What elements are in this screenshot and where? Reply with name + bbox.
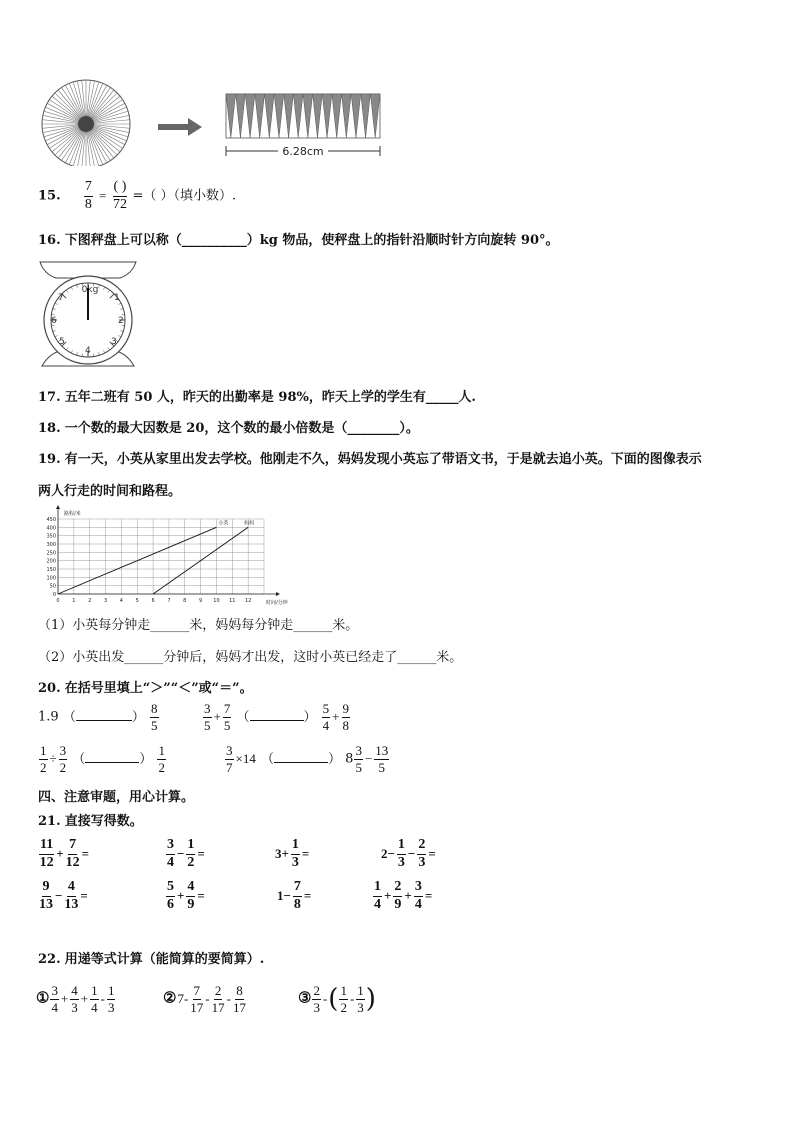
x-tick-label: 2: [88, 598, 92, 604]
sector-circle: [42, 80, 130, 166]
x-tick-label: 7: [167, 598, 171, 604]
equals-sign: =: [303, 887, 312, 903]
circled-number-1: ①: [36, 988, 50, 1007]
x-tick-label: 8: [183, 598, 187, 604]
numerator: 9: [342, 701, 349, 716]
denominator: 5: [355, 759, 362, 775]
equals-sign: =: [428, 845, 436, 861]
calc-22-1: [36, 984, 116, 1014]
question-number: 21.: [38, 814, 61, 829]
question-text: 一个数的最大因数是 20，这个数的最小倍数是（________）。: [64, 421, 419, 436]
denominator: 5: [223, 717, 231, 733]
question-22: [38, 948, 264, 967]
calc-1: [38, 838, 90, 870]
operator: +: [56, 845, 64, 861]
fraction: [393, 880, 402, 912]
equals-sign: =: [197, 845, 205, 861]
numerator: 7: [193, 983, 201, 998]
fraction: [212, 984, 225, 1014]
y-axis-arrow: [56, 505, 60, 509]
fraction: [59, 744, 68, 774]
fraction: [39, 880, 53, 912]
distance-time-chart: [36, 505, 306, 607]
denominator: 6: [167, 896, 174, 912]
y-tick-label: 300: [46, 542, 56, 548]
fraction-blank: [113, 180, 128, 212]
denominator: 8: [342, 717, 349, 733]
denominator: 9: [394, 896, 402, 912]
numerator: 7: [293, 880, 302, 897]
right-paren: ): [365, 984, 376, 1015]
numerator: 1: [158, 743, 165, 758]
operator: ÷: [49, 750, 57, 766]
numerator: 1: [40, 743, 47, 758]
dial-label-6: 6: [51, 316, 57, 326]
operator: −: [177, 845, 185, 861]
whole-number: 8: [345, 751, 354, 767]
denominator: 72: [112, 196, 127, 212]
x-tick-label: 10: [213, 598, 220, 604]
x-tick-label: 3: [103, 598, 108, 604]
dial-label-3: 3: [111, 337, 117, 347]
whole-number: 1−: [277, 887, 291, 903]
denominator: 4: [51, 999, 58, 1015]
calc-4: [380, 838, 437, 870]
fraction: [342, 702, 351, 732]
question-text: 直接写得数。: [64, 814, 143, 829]
x-tick-label: 6: [151, 598, 155, 604]
question-20: [38, 677, 253, 696]
question-number: 15.: [38, 188, 61, 204]
fraction: [64, 880, 78, 912]
compare-row-2a: $\frac{1}{2}$ ÷ $\frac{3}{2}$ （ ） $\frac{1}{2}$: [40, 743, 165, 775]
denominator: 2: [158, 759, 165, 775]
denominator: 5: [378, 759, 386, 775]
equals-sign: =: [197, 887, 205, 903]
fraction: [417, 838, 426, 870]
fraction: [166, 838, 175, 870]
denominator: 4: [91, 999, 98, 1015]
denominator: 8: [293, 896, 301, 912]
y-tick-label: 200: [46, 558, 56, 565]
denominator: 3: [313, 999, 320, 1015]
denominator: 17: [232, 999, 246, 1015]
fraction: [66, 838, 80, 870]
y-tick-label: 150: [46, 567, 56, 573]
denominator: 8: [84, 196, 92, 212]
denominator: 4: [374, 896, 381, 912]
question-text: 下图秤盘上可以称（__________）kg 物品，使秤盘上的指针沿顺时针方向旋转 90°。: [64, 233, 559, 248]
fraction: [223, 702, 232, 732]
fraction: [186, 880, 195, 912]
fraction: [70, 984, 79, 1014]
x-tick-label: 11: [229, 598, 236, 604]
fraction: [225, 744, 234, 774]
numerator: 1: [340, 983, 347, 998]
question-16: [38, 229, 559, 248]
scale-figure: [36, 258, 140, 374]
dial-label-7: 7: [58, 293, 64, 303]
operator: -: [226, 990, 231, 1006]
question-number: 18.: [38, 421, 61, 436]
whole-number: 7-: [177, 990, 189, 1006]
numerator: 5: [166, 880, 175, 897]
equals-sign: =: [301, 845, 310, 861]
y-tick-label: 100: [46, 575, 56, 582]
fraction: [84, 180, 93, 212]
dial-label-2: 2: [118, 316, 124, 326]
fraction: [190, 984, 203, 1014]
fraction: [203, 702, 212, 732]
numerator: 2: [393, 880, 402, 897]
denominator: 4: [167, 854, 174, 870]
numerator: 7: [223, 701, 231, 716]
denominator: 2: [59, 759, 67, 775]
equals-sign: =: [80, 887, 88, 903]
denominator: 2: [40, 759, 47, 775]
dial-label-4: 4: [85, 346, 91, 356]
operator: +: [332, 708, 340, 724]
length-label: 6.28cm: [282, 145, 324, 158]
operator: ×14: [235, 750, 256, 766]
fraction: [356, 984, 365, 1014]
fraction: [150, 702, 159, 732]
numerator: 2: [313, 983, 320, 998]
numerator: 3: [226, 743, 233, 758]
operator: +: [80, 990, 89, 1006]
x-tick-label: 1: [72, 598, 76, 604]
denominator: 12: [39, 854, 54, 870]
numerator: 3: [355, 743, 362, 758]
calc-2: [165, 838, 206, 870]
fraction: [322, 702, 331, 732]
numerator: 3: [204, 701, 211, 716]
denominator: 3: [397, 854, 405, 870]
operator: +: [384, 887, 392, 903]
numerator: 1: [107, 983, 115, 998]
fraction: [373, 880, 382, 912]
fraction: [39, 838, 54, 870]
x-tick-label: 9: [199, 598, 203, 604]
numerator: 4: [71, 983, 78, 998]
question-19: [38, 448, 702, 467]
numerator: 1: [397, 838, 406, 855]
question-text: 五年二班有 50 人，昨天的出勤率是 98%，昨天上学的学生有_____人.: [64, 390, 476, 405]
fraction: [50, 984, 59, 1014]
whole-number: 3+: [275, 845, 289, 861]
numerator: 7: [84, 180, 93, 197]
fraction: [166, 880, 175, 912]
question-text: =（ ）（填小数）.: [132, 188, 237, 204]
numerator: 3: [414, 880, 423, 897]
denominator: 13: [64, 896, 79, 912]
question-18: [38, 417, 419, 436]
operator: -: [100, 990, 105, 1006]
numerator: 2: [214, 983, 222, 998]
question-19-sub2: （2）小英出发______分钟后，妈妈才出发，这时小英已经走了______米。: [38, 650, 463, 665]
numerator: 3: [51, 983, 58, 998]
operator: +: [177, 887, 185, 903]
number: 1.9: [38, 709, 59, 725]
denominator: 5: [204, 717, 211, 733]
compare-row-1b: $\frac{3}{5}$ + $\frac{7}{5}$ （ ） $\frac{5}{4}$ + $\frac{9}{8}$: [204, 701, 349, 733]
numerator: 7: [68, 838, 77, 855]
fraction: [39, 744, 48, 774]
denominator: 3: [291, 854, 299, 870]
answer-blank[interactable]: [85, 751, 139, 763]
question-15: [38, 180, 236, 212]
compare-row-2b: $\frac{3}{7}$ ×14 （ ） 8 $\frac{3}{5}$ − $\frac{13}{5}$: [226, 743, 389, 775]
numerator: 13: [375, 743, 389, 758]
numerator: 1: [186, 838, 195, 855]
denominator: 3: [107, 999, 115, 1015]
fraction: [293, 880, 302, 912]
fraction: [397, 838, 406, 870]
y-tick-label: 400: [46, 525, 56, 532]
numerator: 3: [166, 838, 175, 855]
calc-5: [38, 880, 89, 912]
numerator: 1: [357, 983, 364, 998]
denominator: 3: [357, 999, 364, 1015]
x-axis-label: 时间/分钟: [266, 600, 288, 606]
fraction: [291, 838, 300, 870]
answer-blank[interactable]: [274, 751, 328, 763]
operator: -: [322, 990, 328, 1006]
numerator: 4: [186, 880, 195, 897]
y-tick-label: 350: [46, 533, 56, 540]
circled-number-3: ③: [298, 988, 312, 1007]
fraction: [90, 984, 99, 1014]
x-tick-label: 5: [135, 598, 139, 604]
numerator: 5: [322, 701, 330, 716]
denominator: 5: [151, 717, 158, 733]
question-19-sub1: （1）小英每分钟走______米，妈妈每分钟走______米。: [38, 618, 359, 633]
numerator: 8: [151, 701, 158, 716]
denominator: 2: [187, 854, 195, 870]
numerator: 1: [373, 880, 382, 897]
operator: −: [55, 887, 63, 903]
calc-7: [276, 880, 312, 912]
circled-number-2: ②: [163, 988, 177, 1007]
circle-center: [78, 116, 94, 132]
numerator: 11: [39, 838, 54, 855]
calc-22-2: [163, 984, 247, 1014]
numerator: 8: [236, 983, 243, 998]
question-number: 16.: [38, 233, 61, 248]
y-tick-label: 450: [46, 517, 56, 523]
whole-number: 2−: [381, 845, 395, 861]
denominator: 3: [418, 854, 426, 870]
denominator: 9: [187, 896, 195, 912]
x-axis-arrow: [276, 592, 280, 596]
calc-3: [274, 838, 310, 870]
question-number: 19.: [38, 452, 61, 467]
numerator: ( ): [113, 180, 128, 197]
operator: -: [349, 990, 355, 1006]
fraction: [354, 744, 363, 774]
fraction: [312, 984, 321, 1014]
arrow-icon: [158, 118, 202, 136]
operator: -: [205, 990, 210, 1006]
fraction: [414, 880, 423, 912]
numerator: 2: [417, 838, 426, 855]
numerator: 9: [42, 880, 51, 897]
numerator: 1: [291, 838, 300, 855]
x-tick-label: 0: [56, 598, 60, 604]
question-text-line2: 两人行走的时间和路程。: [38, 484, 182, 499]
x-tick-label: 12: [244, 598, 252, 604]
y-tick-label: 50: [49, 583, 56, 590]
denominator: 12: [65, 854, 80, 870]
denominator: 17: [190, 999, 204, 1015]
denominator: 17: [211, 999, 225, 1015]
x-tick-label: 4: [119, 598, 123, 604]
denominator: 4: [414, 896, 422, 912]
fraction: [157, 744, 166, 774]
calc-8: [372, 880, 433, 912]
approx-rectangle: [226, 94, 380, 138]
fraction: [186, 838, 195, 870]
operator: +: [213, 708, 221, 724]
numerator: 3: [59, 743, 67, 758]
question-text: 用递等式计算（能简算的要简算）.: [64, 952, 265, 967]
denominator: 3: [71, 999, 78, 1015]
dial-label-5: 5: [59, 337, 65, 347]
equals-sign: =: [81, 845, 90, 861]
calc-22-3: [298, 984, 376, 1014]
numerator: 1: [91, 983, 98, 998]
question-17: [38, 386, 476, 405]
numerator: 4: [67, 880, 76, 897]
answer-blank[interactable]: [76, 709, 132, 721]
fraction: [374, 744, 389, 774]
dial-label-1: 1: [114, 293, 120, 303]
fraction: [233, 984, 246, 1014]
denominator: 2: [340, 999, 347, 1015]
section-title: 四、注意审题，用心计算。: [38, 790, 195, 805]
y-axis-label: 路程/米: [64, 511, 81, 517]
question-number: 20.: [38, 681, 61, 696]
question-number: 22.: [38, 952, 61, 967]
equals-sign: =: [424, 887, 433, 903]
y-tick-label: 0: [52, 592, 56, 598]
denominator: 13: [39, 896, 53, 912]
denominator: 4: [322, 717, 330, 733]
y-tick-label: 250: [46, 550, 56, 557]
circle-to-rectangle-figure: [30, 78, 390, 166]
series-label-2: 妈妈: [244, 520, 255, 527]
operator: +: [60, 990, 69, 1006]
calc-6: [165, 880, 206, 912]
operator: +: [404, 887, 412, 903]
denominator: 7: [226, 759, 233, 775]
left-paren: (: [328, 984, 339, 1015]
question-number: 17.: [38, 390, 61, 405]
question-text-line1: 有一天，小英从家里出发去学校。他刚走不久，妈妈发现小英忘了带语文书，于是就去追小英。下面的图像表示: [64, 452, 702, 467]
equals-sign: =: [99, 187, 107, 203]
compare-row-1a: 1.9 （ ） $\frac{8}{5}$: [38, 701, 158, 733]
question-text: 在括号里填上“＞”“＜”或“＝”。: [64, 681, 253, 696]
dial-zero-label: 0kg: [81, 285, 99, 295]
series-label-1: 小英: [218, 520, 229, 527]
question-21: [38, 810, 143, 829]
operator: −: [407, 845, 416, 861]
answer-blank[interactable]: [250, 709, 304, 721]
fraction: [107, 984, 116, 1014]
operator: −: [364, 750, 373, 766]
fraction: [339, 984, 348, 1014]
